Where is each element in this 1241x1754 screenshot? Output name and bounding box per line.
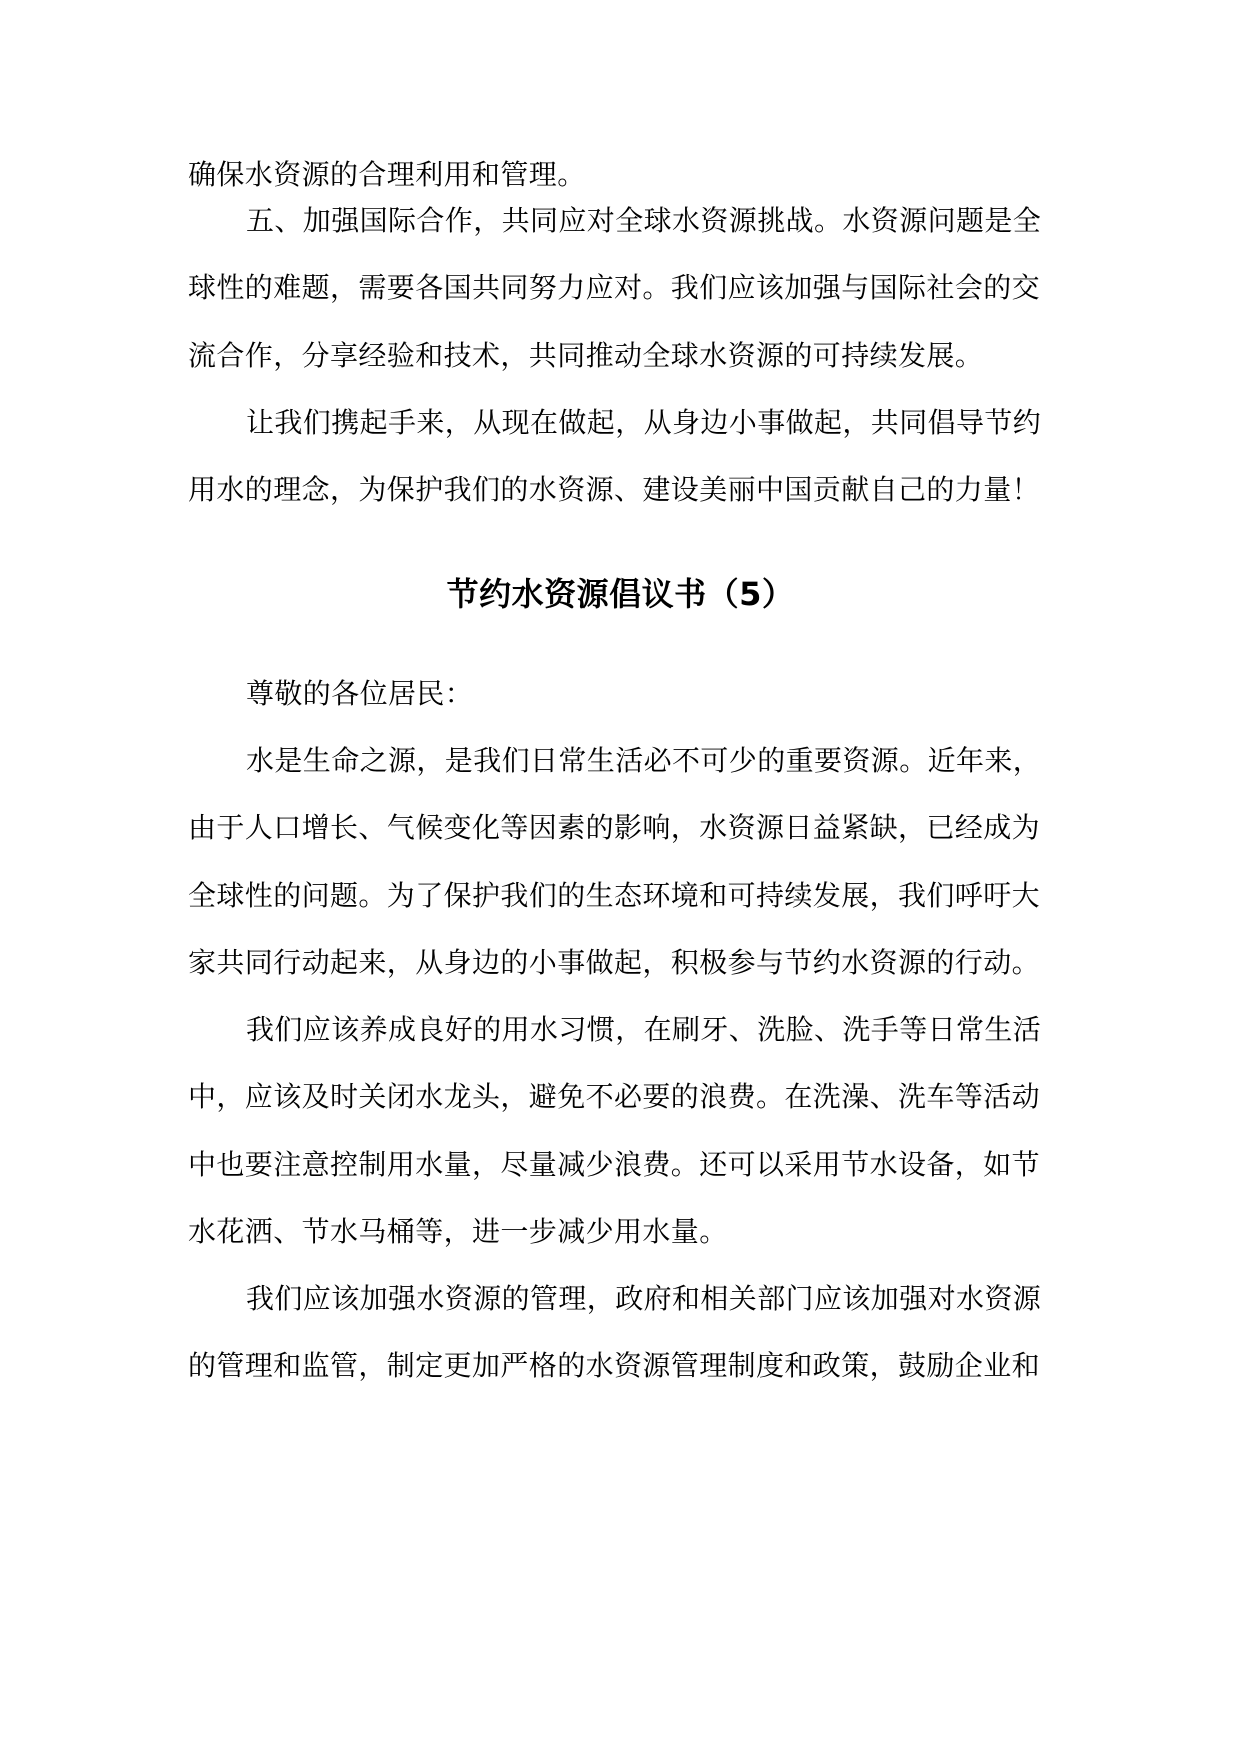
paragraph-line: 我们应该加强水资源的管理，政府和相关部门应该加强对水资源 [246, 1282, 1042, 1315]
paragraph-line: 我们应该养成良好的用水习惯，在刷牙、洗脸、洗手等日常生活 [246, 1013, 1042, 1046]
document-title: 节约水资源倡议书（5） [446, 575, 795, 613]
paragraph-line: 的管理和监管，制定更加严格的水资源管理制度和政策，鼓励企业和 [188, 1349, 1041, 1382]
paragraph-line: 中，应该及时关闭水龙头，避免不必要的浪费。在洗澡、洗车等活动 [188, 1080, 1041, 1113]
paragraph-line: 五、加强国际合作，共同应对全球水资源挑战。水资源问题是全 [246, 204, 1042, 237]
paragraph-line: 水花洒、节水马桶等，进一步减少用水量。 [188, 1215, 728, 1248]
paragraph-line: 全球性的问题。为了保护我们的生态环境和可持续发展，我们呼吁大 [188, 879, 1041, 912]
paragraph-line: 球性的难题，需要各国共同努力应对。我们应该加强与国际社会的交 [188, 271, 1041, 304]
paragraph-line: 用水的理念，为保护我们的水资源、建设美丽中国贡献自己的力量！ [188, 473, 1041, 506]
paragraph-line: 家共同行动起来，从身边的小事做起，积极参与节约水资源的行动。 [188, 946, 1041, 979]
paragraph-line: 由于人口增长、气候变化等因素的影响，水资源日益紧缺，已经成为 [188, 811, 1041, 844]
paragraph-line: 确保水资源的合理利用和管理。 [188, 158, 586, 191]
paragraph-line: 水是生命之源，是我们日常生活必不可少的重要资源。近年来， [246, 744, 1042, 777]
paragraph-line: 让我们携起手来，从现在做起，从身边小事做起，共同倡导节约 [246, 406, 1042, 439]
salutation: 尊敬的各位居民： [246, 677, 474, 710]
paragraph-line: 流合作，分享经验和技术，共同推动全球水资源的可持续发展。 [188, 339, 984, 372]
paragraph-line: 中也要注意控制用水量，尽量减少浪费。还可以采用节水设备，如节 [188, 1148, 1041, 1181]
